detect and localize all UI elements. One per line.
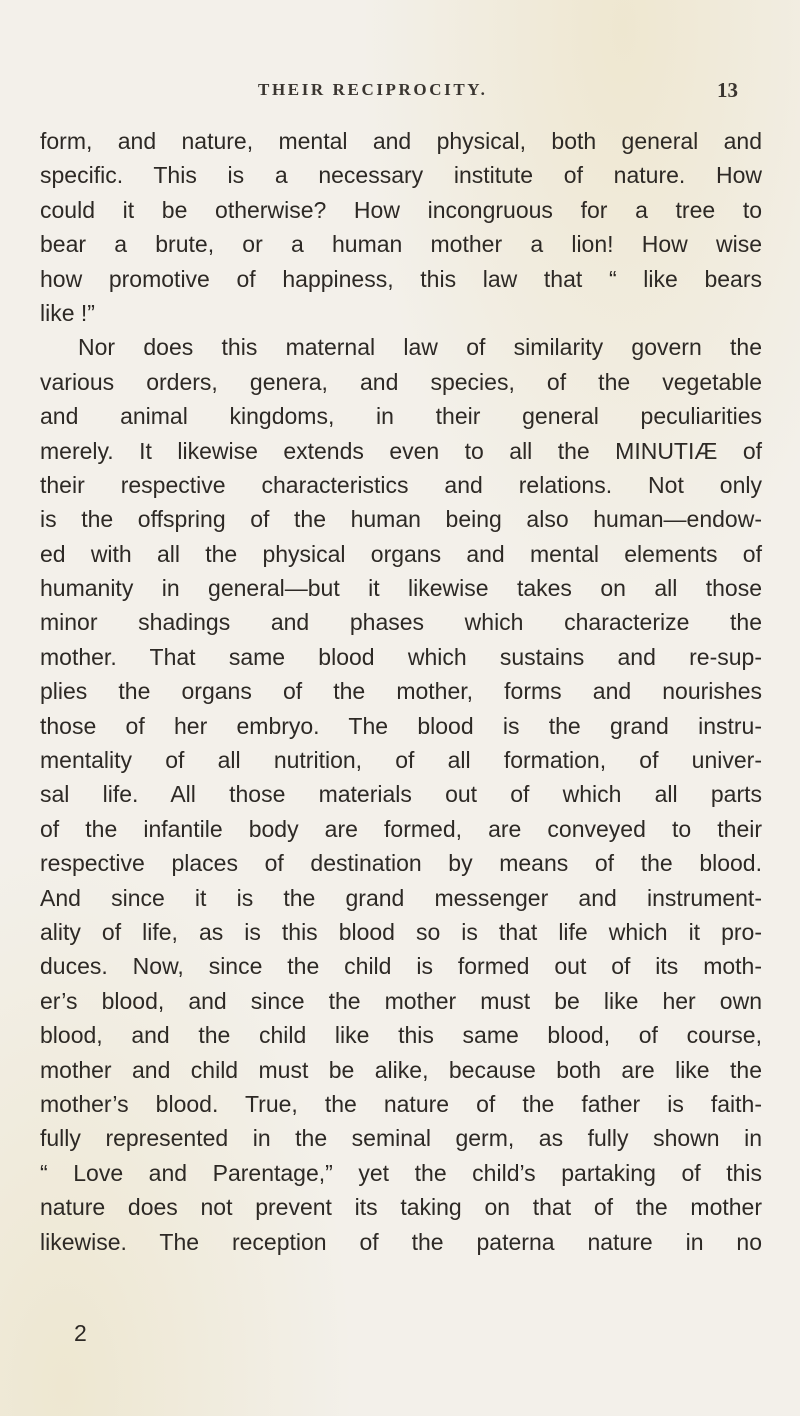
signature-mark: 2 bbox=[74, 1320, 87, 1346]
text-line: duces. Now, since the child is formed out of its moth- bbox=[40, 953, 762, 980]
text-line: mother’s blood. True, the nature of the father is faith- bbox=[40, 1090, 762, 1117]
text-line: plies the organs of the mother, forms and nourishes bbox=[40, 678, 762, 705]
text-line: is the offspring of the human being also human—endow- bbox=[40, 506, 762, 533]
running-head bbox=[0, 80, 800, 110]
text-line: nature does not prevent its taking on that of the mother bbox=[40, 1194, 762, 1221]
text-line: their respective characteristics and relations. Not only bbox=[40, 471, 762, 498]
text-line: er’s blood, and since the mother must be like her own bbox=[40, 987, 762, 1014]
text-line: of the infantile body are formed, are conveyed to their bbox=[40, 815, 762, 842]
text-line: mentality of all nutrition, of all formation, of univer- bbox=[40, 747, 762, 774]
text-line: form, and nature, mental and physical, both general and bbox=[40, 128, 762, 154]
text-line: fully represented in the seminal germ, as fully shown in bbox=[40, 1125, 762, 1152]
text-line: like !” bbox=[40, 299, 95, 326]
text-line: mother. That same blood which sustains and re-sup- bbox=[40, 643, 762, 670]
text-line: likewise. The reception of the paterna nature in no bbox=[40, 1228, 762, 1255]
text-line: blood, and the child like this same blood, of course, bbox=[40, 1022, 762, 1049]
text-line: humanity in general—but it likewise takes on all those bbox=[40, 575, 762, 602]
text-line: “ Love and Parentage,” yet the child’s partaking of this bbox=[40, 1159, 762, 1186]
text-line: respective places of destination by means of the blood. bbox=[40, 850, 762, 877]
text-line: mother and child must be alike, because both are like the bbox=[40, 1056, 762, 1083]
text-line: bear a brute, or a human mother a lion! How wise bbox=[40, 231, 762, 258]
text-line: and animal kingdoms, in their general peculiarities bbox=[40, 403, 762, 430]
page-number: 13 bbox=[717, 78, 738, 102]
text-line: ed with all the physical organs and mental elements of bbox=[40, 540, 762, 567]
text-line: could it be otherwise? How incongruous for a tree to bbox=[40, 196, 762, 223]
text-line: sal life. All those materials out of which all parts bbox=[40, 781, 762, 808]
text-line: those of her embryo. The blood is the grand instru- bbox=[40, 712, 762, 739]
text-line: how promotive of happiness, this law that “ like bears bbox=[40, 265, 762, 292]
text-line: And since it is the grand messenger and instrument- bbox=[40, 884, 762, 911]
body-text bbox=[40, 124, 762, 1259]
text-line: ality of life, as is this blood so is that life which it pro- bbox=[40, 918, 762, 945]
text-line: specific. This is a necessary institute of nature. How bbox=[40, 162, 762, 189]
text-line: various orders, genera, and species, of the vegetable bbox=[40, 368, 762, 395]
text-line: minor shadings and phases which characterize the bbox=[40, 609, 762, 636]
text-line: Nor does this maternal law of similarity govern the bbox=[78, 334, 762, 361]
running-title: THEIR RECIPROCITY. bbox=[258, 80, 488, 99]
text-line: merely. It likewise extends even to all the MINUTIÆ of bbox=[40, 437, 762, 464]
